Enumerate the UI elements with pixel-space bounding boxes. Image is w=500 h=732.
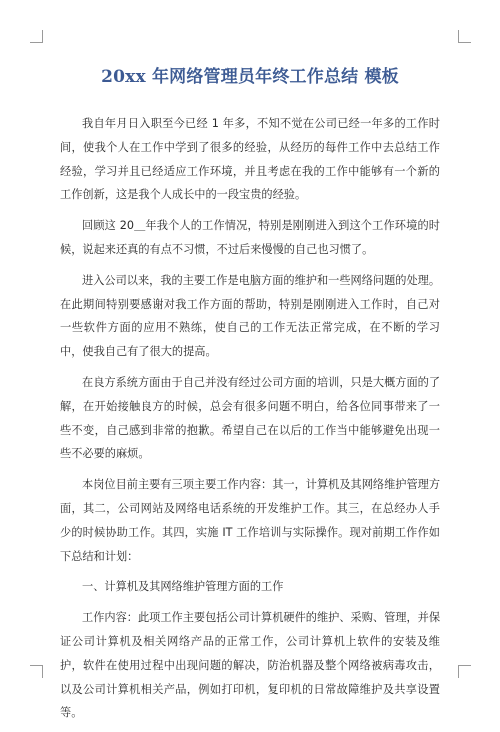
paragraph-2: 回顾这 20＿年我个人的工作情况，特别是刚刚进入到这个工作环境的时候，说起来还真的有点不习惯，不过后来慢慢的自己也习惯了。	[60, 219, 440, 256]
crop-mark-top-right	[458, 30, 471, 43]
paragraph-5: 本岗位目前主要有三项主要工作内容：其一，计算机及其网络维护管理方面，其二，公司网站及网络电话系统的开发维护工作。其三，在总经办人手少的时候协助工作。其四，实施 IT 工作培训与实际操作。现对前期工作作如下总结和计划：	[60, 478, 441, 563]
paragraph-1: 我自年月日入职至今已经 1 年多，不知不觉在公司已经一年多的工作时间，使我个人在工作中学到了很多的经验，从经历的每件工作中去总结工作经验，学习并且已经适应工作环境，并且考虑在我的工作中能够有一个新的工作创新，这是我个人成长中的一段宝贵的经验。	[60, 117, 440, 202]
crop-mark-bottom-left	[30, 665, 43, 678]
document-body	[60, 112, 440, 732]
paragraph-6: 工作内容：此项工作主要包括公司计算机硬件的维护、采购、管理，并保证公司计算机及相关网络产品的正常工作，公司计算机上软件的安装及维护，软件在使用过程中出现问题的解决，防治机器及整个网络被病毒攻击，以及公司计算机相关产品，例如打印机，复印机的日常故障维护及共享设置等。	[60, 611, 441, 720]
crop-mark-top-left	[30, 30, 43, 43]
paragraph-3: 进入公司以来，我的主要工作是电脑方面的维护和一些网络问题的处理。在此期间特别要感谢对我工作方面的帮助，特别是刚刚进入工作时，自己对一些软件方面的应用不熟练，使自己的工作无法正常完成，在不断的学习中，使我自己有了很大的提高。	[60, 273, 441, 359]
paragraph-4: 在良方系统方面由于自己并没有经过公司方面的培训，只是大概方面的了解，在开始接触良方的时候，总会有很多问题不明白，给各位同事带来了一些不变，自己感到非常的抱歉。希望自己在以后的工作当中能够避免出现一些不必要的麻烦。	[60, 375, 441, 461]
document-title: 20xx 年网络管理员年终工作总结 模板	[101, 67, 399, 87]
section-heading-1: 一、计算机及其网络维护管理方面的工作	[82, 580, 284, 594]
crop-mark-bottom-right	[458, 665, 471, 678]
